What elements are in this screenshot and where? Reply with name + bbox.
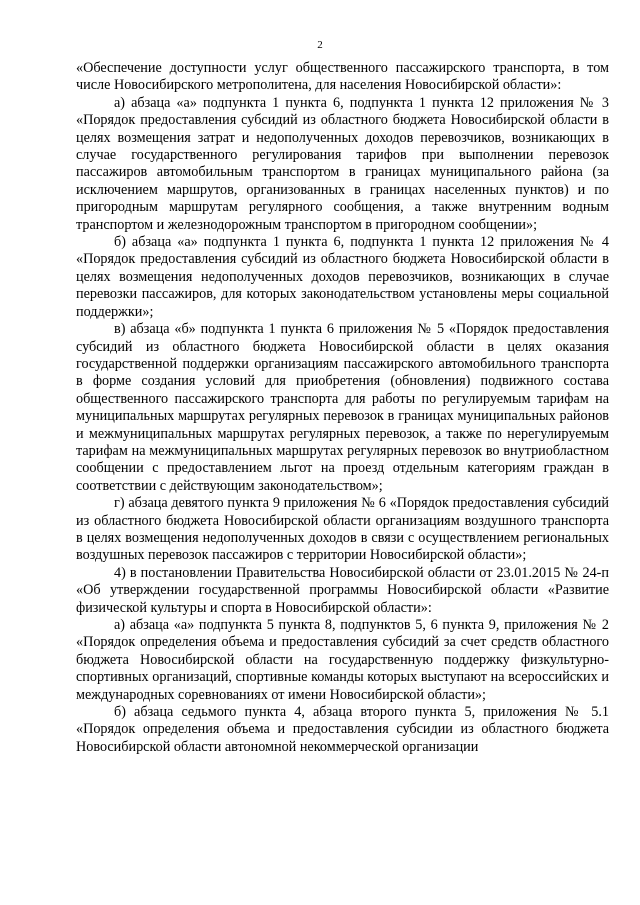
paragraph: а) абзаца «а» подпункта 5 пункта 8, подпунктов 5, 6 пункта 9, приложения № 2 «Порядок определения объема и предоставления субсидий за счет средств областного бюджета Новосибирской области на государственную поддержку физкультурно-спортивных организаций, спортивные команды которых выступают на всероссийских и международных соревнованиях от имени Новосибирской области»; — [76, 617, 609, 703]
paragraph: г) абзаца девятого пункта 9 приложения № 6 «Порядок предоставления субсидий из областного бюджета Новосибирской области организациям воздушного транспорта в целях возмещения недополученных доходов в связи с осуществлением региональных воздушных перевозок пассажиров с территории Новосибирской области»; — [76, 495, 609, 564]
paragraph: 4) в постановлении Правительства Новосибирской области от 23.01.2015 № 24-п «Об утверждении государственной программы Новосибирской области «Развитие физической культуры и спорта в Новосибирской области»: — [76, 564, 609, 616]
page-number: 2 — [317, 39, 323, 51]
paragraph: «Обеспечение доступности услуг общественного пассажирского транспорта, в том числе Новосибирского метрополитена, для населения Новосибирской области»: — [76, 60, 609, 94]
document-body — [76, 60, 609, 756]
paragraph: а) абзаца «а» подпункта 1 пункта 6, подпункта 1 пункта 12 приложения № 3 «Порядок предоставления субсидий из областного бюджета Новосибирской области в целях возмещения затрат и недополученных доходов перевозчиков, возникающих в случае государственного регулирования тарифов при выполнении перевозок пассажиров автомобильным транспортом в границах муниципального района (за исключением маршрутов, организованных в границах населенных пунктов) и по пригородным маршрутам регулярного сообщения, а также внутренним водным транспортом и железнодорожным транспортом в пригородном сообщении»; — [76, 94, 609, 233]
paragraph: в) абзаца «б» подпункта 1 пункта 6 приложения № 5 «Порядок предоставления субсидий из областного бюджета Новосибирской области в целях оказания государственной поддержки организациям пассажирского автомобильного транспорта в форме создания условий для приобретения (обновления) подвижного состава общественного пассажирского транспорта для работы по регулируемым тарифам на муниципальных маршрутах регулярных перевозок в границах муниципальных районов и межмуниципальных маршрутах регулярных перевозок, а также по нерегулируемым тарифам на межмуниципальных маршрутах регулярных перевозок во внутриобластном сообщении с предоставлением льгот на проезд отдельным категориям граждан в соответствии с действующим законодательством»; — [76, 321, 609, 494]
paragraph: б) абзаца «а» подпункта 1 пункта 6, подпункта 1 пункта 12 приложения № 4 «Порядок предоставления субсидий из областного бюджета Новосибирской области в целях возмещения недополученных доходов перевозчиков, возникающих в случае перевозки пассажиров, для которых законодательством установлены меры социальной поддержки»; — [76, 234, 609, 320]
paragraph: б) абзаца седьмого пункта 4, абзаца второго пункта 5, приложения № 5.1 «Порядок определения объема и предоставления субсидии из областного бюджета Новосибирской области автономной некоммерческой организации — [76, 704, 609, 755]
